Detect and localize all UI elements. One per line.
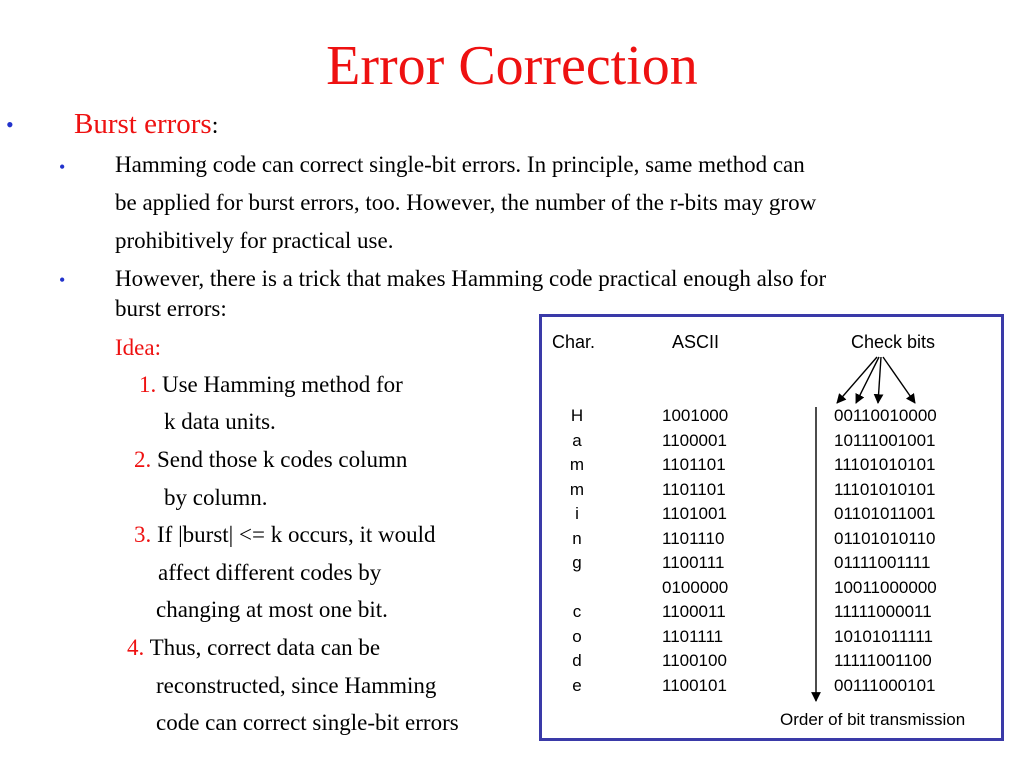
ascii-code-cell: 1100100 (662, 651, 727, 670)
hamming-code-cell: 01101011001 (834, 504, 936, 523)
point1-line1: Hamming code can correct single-bit errors. In principle, same method can (115, 152, 805, 177)
hamming-code-cell: 01111001111 (834, 553, 931, 572)
char-cell: H (570, 406, 584, 425)
hamming-code-cell: 01101010110 (834, 528, 936, 548)
check-bit-arrow (837, 357, 877, 403)
hamming-code-cell: 11101010101 (834, 479, 936, 499)
point2-line2: burst errors: (115, 296, 227, 321)
char-cell (566, 576, 588, 601)
char-cell: m (569, 479, 585, 499)
ascii-code-cell: 1001000 (662, 406, 729, 425)
order-of-transmission-label: Order of bit transmission (780, 710, 966, 729)
hamming-code-cell: 11111001100 (834, 651, 932, 670)
step-4-line3: code can correct single-bit errors (156, 710, 459, 735)
hamming-burst-figure (539, 314, 1004, 741)
step-1-number: 1. (139, 372, 157, 397)
step-3-line2: affect different codes by (158, 560, 382, 585)
step-2-line1 (134, 446, 407, 473)
step-1-text: Use Hamming method for (162, 372, 403, 397)
point1-line3: prohibitively for practical use. (115, 228, 394, 253)
char-cell: i (575, 504, 579, 523)
check-bit-arrow (856, 357, 879, 403)
char-cell: n (572, 528, 582, 548)
check-bit-arrow (878, 357, 881, 403)
sub-bullet-marker: • (59, 270, 66, 290)
step-4-line2: reconstructed, since Hamming (156, 673, 437, 698)
char-cell: e (572, 675, 582, 695)
bullet-marker: • (6, 112, 14, 137)
ascii-column (662, 404, 728, 698)
hamming-code-cell: 00110010000 (834, 406, 937, 425)
char-column (566, 404, 588, 698)
step-4-number: 4. (127, 635, 145, 660)
ascii-code-cell: 1100111 (662, 553, 725, 572)
step-2-line2: by column. (164, 485, 268, 510)
ascii-column-header: ASCII (672, 332, 720, 352)
ascii-code-cell: 1100001 (662, 430, 727, 450)
char-cell: d (572, 651, 582, 670)
step-3-number: 3. (134, 522, 152, 547)
step-2-number: 2. (134, 447, 152, 472)
char-cell: m (569, 455, 585, 474)
ascii-code-cell: 0100000 (662, 577, 729, 597)
sub-bullet-marker: • (59, 157, 66, 177)
section-heading-colon: : (211, 113, 219, 139)
ascii-code-cell: 1101111 (662, 626, 724, 646)
char-column-header: Char. (552, 332, 596, 352)
ascii-code-cell: 1100101 (662, 675, 727, 695)
step-4-text: Thus, correct data can be (149, 635, 381, 660)
check-bits-column (834, 404, 937, 698)
step-3-text: If |burst| <= k occurs, it would (157, 522, 436, 547)
char-cell: c (572, 602, 582, 621)
hamming-code-cell: 10011000000 (834, 577, 937, 597)
point2-line1: However, there is a trick that makes Hamming code practical enough also for (115, 266, 827, 291)
section-heading-text: Burst errors (74, 108, 212, 140)
ascii-code-cell: 1101110 (662, 528, 725, 548)
hamming-code-cell: 11111000011 (834, 602, 932, 621)
ascii-code-cell: 1100011 (662, 602, 726, 621)
idea-label: Idea: (115, 335, 161, 360)
char-cell: g (572, 553, 582, 572)
char-cell: a (572, 430, 582, 450)
step-3-line1 (134, 521, 436, 548)
section-heading (74, 108, 218, 141)
ascii-code-cell: 1101001 (662, 504, 727, 523)
ascii-code-cell: 1101101 (662, 479, 726, 499)
step-3-line3: changing at most one bit. (156, 597, 388, 622)
check-bits-column-header: Check bits (851, 332, 936, 352)
hamming-code-cell: 10101011111 (834, 626, 933, 646)
ascii-code-cell: 1101101 (662, 455, 726, 474)
char-cell: o (572, 626, 582, 646)
step-2-text: Send those k codes column (157, 447, 408, 472)
hamming-code-cell: 10111001001 (834, 430, 936, 450)
check-bit-arrow (883, 357, 915, 403)
hamming-code-cell: 11101010101 (834, 455, 936, 474)
step-4-line1 (127, 634, 380, 661)
page-title: Error Correction (326, 35, 698, 97)
step-1-line1 (139, 371, 403, 398)
point1-line2: be applied for burst errors, too. However, the number of the r-bits may grow (115, 190, 817, 215)
hamming-code-cell: 00111000101 (834, 675, 936, 695)
step-1-line2: k data units. (164, 409, 276, 434)
